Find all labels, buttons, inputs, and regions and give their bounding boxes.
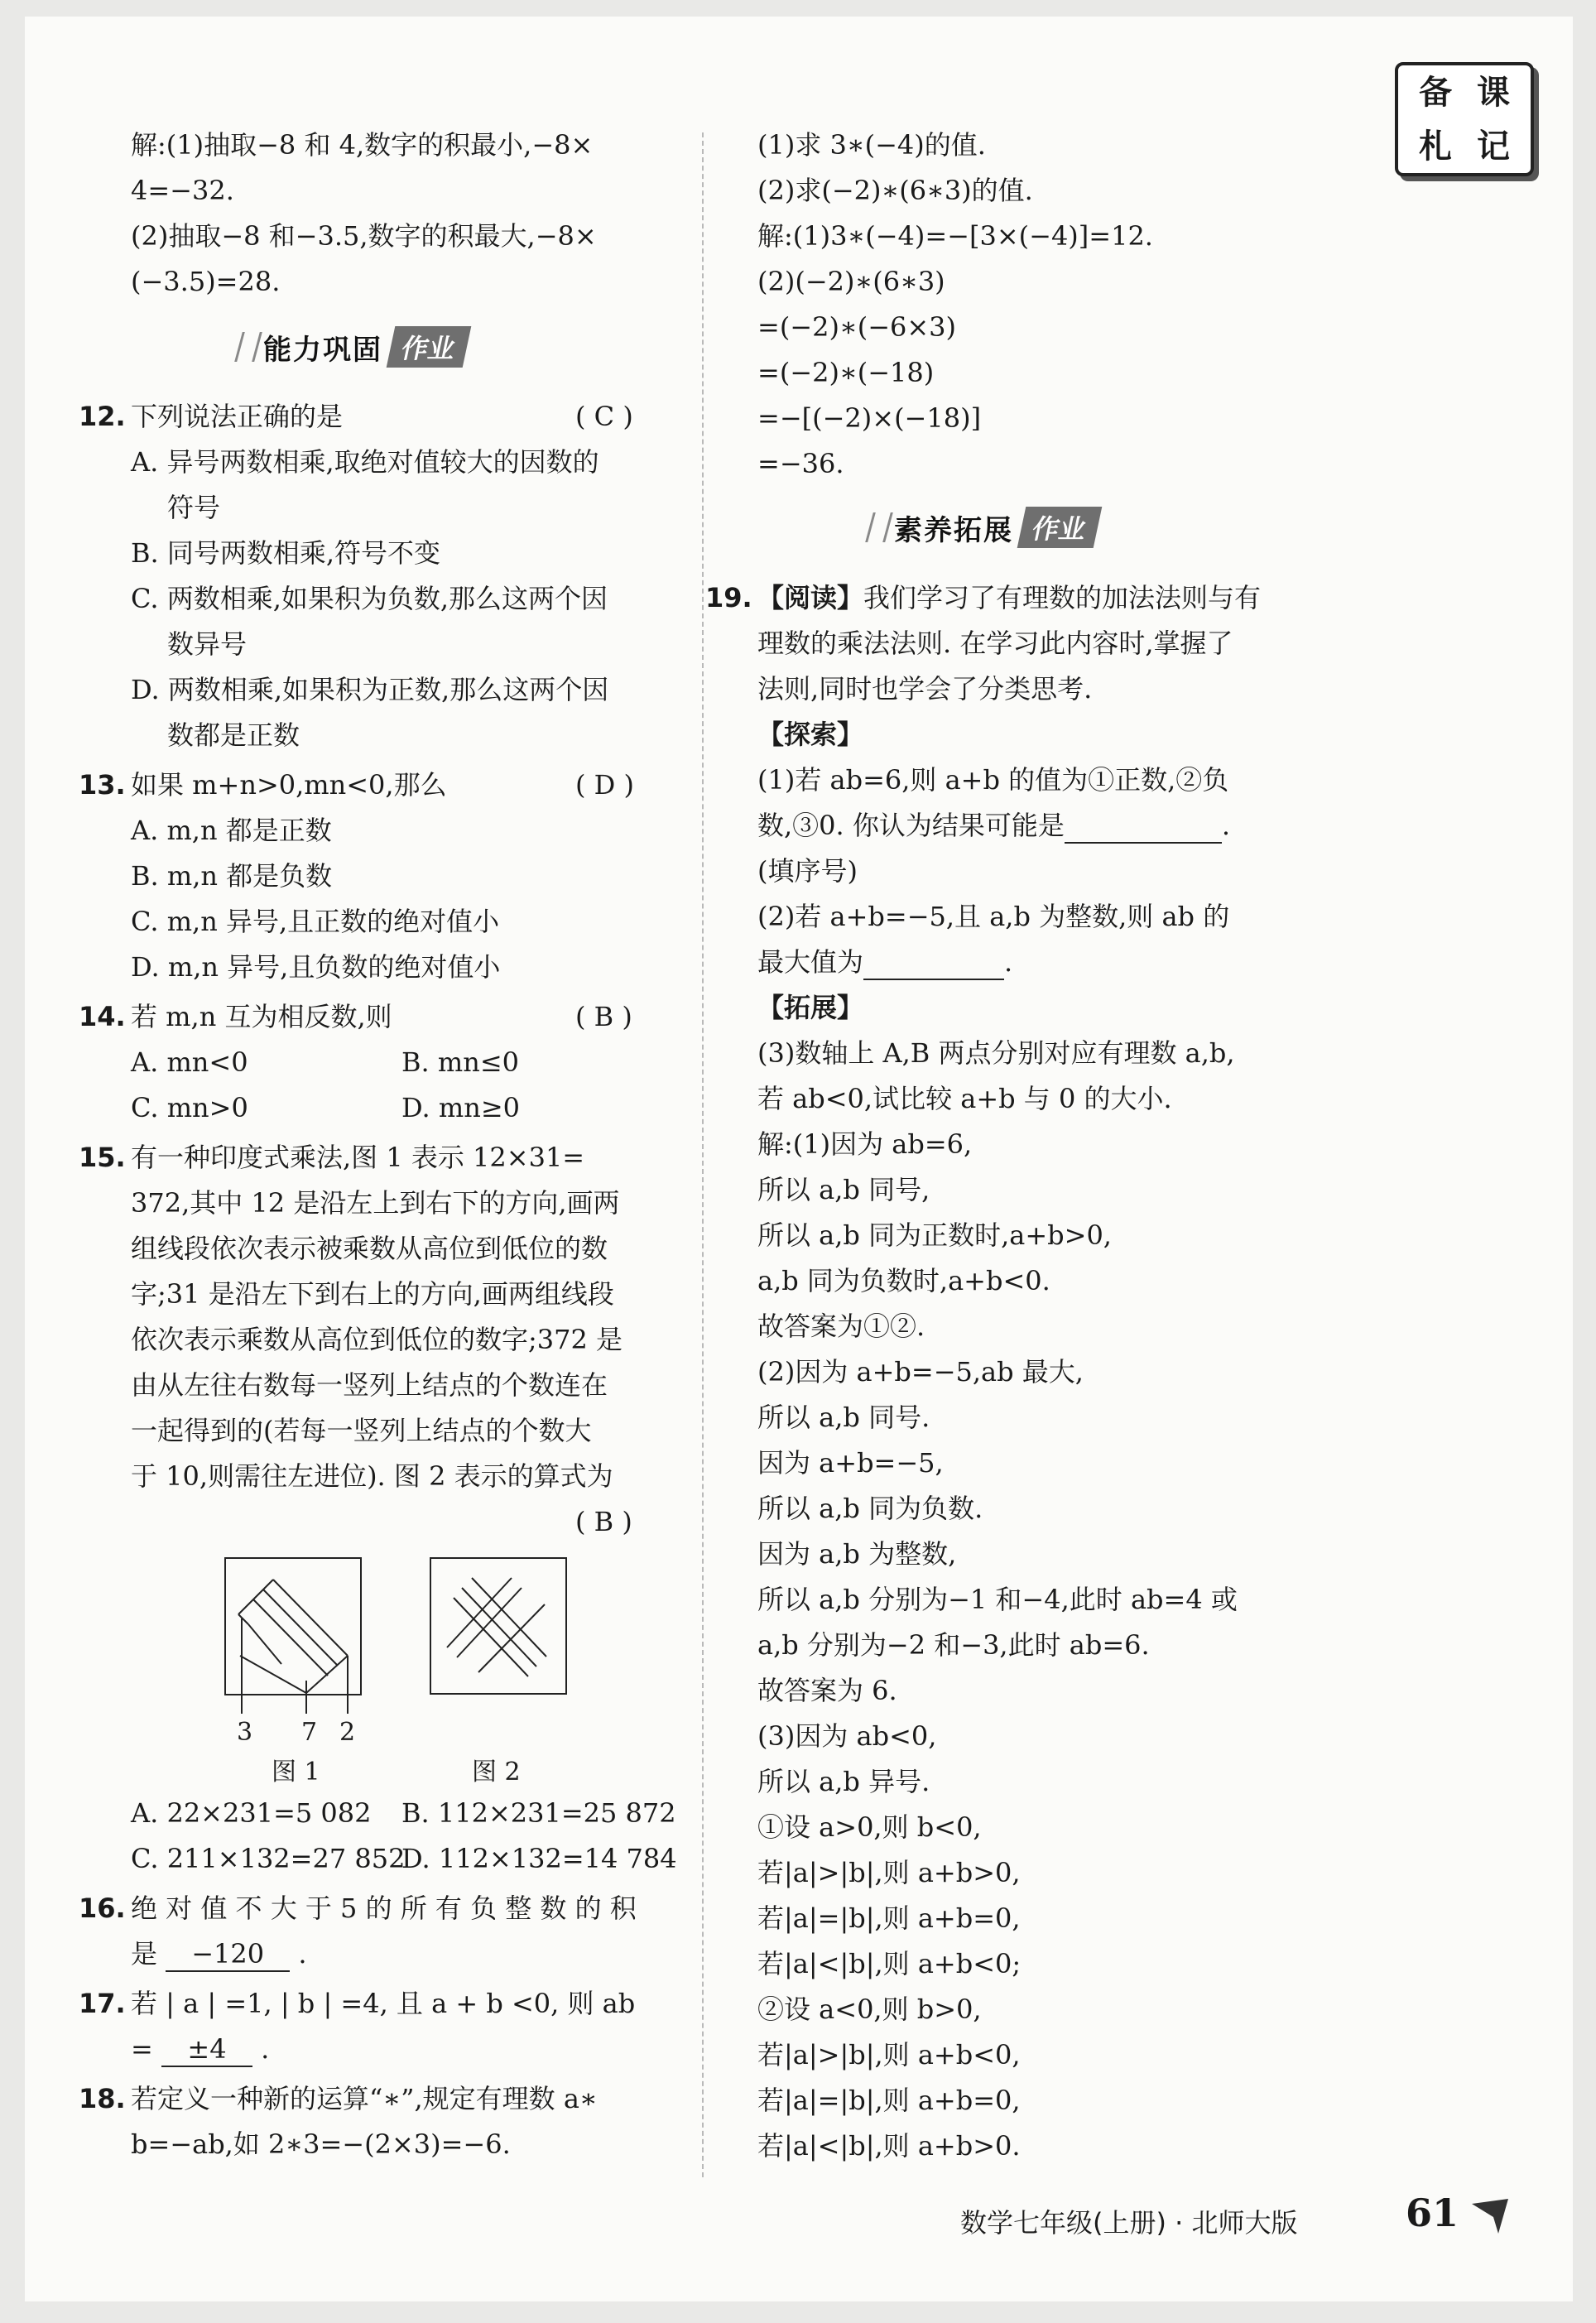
logo-char: 札 bbox=[1419, 127, 1452, 166]
question-number: 17. bbox=[79, 1988, 126, 2019]
option: 符号 bbox=[167, 492, 221, 523]
question-text: (1)求 3∗(−4)的值. bbox=[757, 129, 986, 161]
figure-1-diagram bbox=[224, 1556, 364, 1739]
fill-line bbox=[131, 2032, 269, 2067]
question-text: 若定义一种新的运算“∗”,规定有理数 a∗ bbox=[131, 2083, 598, 2114]
option: A. mn<0 bbox=[131, 1046, 248, 1078]
question-text: 法则,同时也学会了分类思考. bbox=[757, 673, 1093, 705]
answer-choice: ( B ) bbox=[575, 1001, 632, 1032]
section-title: 能力巩固 bbox=[263, 333, 382, 367]
solution-line: 所以 a,b 异号. bbox=[757, 1766, 930, 1797]
option: C. 211×132=27 852 bbox=[131, 1843, 406, 1874]
option: C. mn>0 bbox=[131, 1092, 248, 1123]
logo-char: 记 bbox=[1477, 127, 1510, 166]
solution-line: 若|a|=|b|,则 a+b=0, bbox=[757, 2085, 1021, 2116]
read-tag: 【阅读】 bbox=[757, 582, 864, 613]
question-number: 13. bbox=[79, 769, 126, 801]
question-number: 19. bbox=[705, 582, 752, 613]
question-text: b=−ab,如 2∗3=−(2×3)=−6. bbox=[131, 2128, 511, 2160]
figure-1-digit: 7 bbox=[301, 1718, 318, 1747]
question-stem: 若 m,n 互为相反数,则 bbox=[131, 1001, 392, 1032]
solution-line: 解:(1)抽取−8 和 4,数字的积最小,−8× bbox=[131, 129, 594, 161]
fill-suffix: . bbox=[261, 2033, 270, 2065]
question-text bbox=[757, 581, 1261, 614]
question-text: 理数的乘法法则. 在学习此内容时,掌握了 bbox=[757, 628, 1233, 659]
fill-prefix: = bbox=[131, 2033, 153, 2065]
solution-line: 所以 a,b 同号. bbox=[757, 1402, 930, 1433]
solution-line: 解:(1)3∗(−4)=−[3×(−4)]=12. bbox=[757, 220, 1153, 252]
question-number: 14. bbox=[79, 1001, 126, 1032]
solution-line: a,b 同为负数时,a+b<0. bbox=[757, 1265, 1050, 1296]
question-text: 一起得到的(若每一竖列上结点的个数大 bbox=[131, 1415, 592, 1446]
option: A. 22×231=5 082 bbox=[131, 1797, 372, 1829]
option: B. m,n 都是负数 bbox=[131, 860, 333, 892]
solution-line: 若|a|<|b|,则 a+b>0. bbox=[757, 2130, 1021, 2162]
logo-char: 备 bbox=[1419, 73, 1452, 112]
solution-line: 故答案为 6. bbox=[757, 1675, 897, 1706]
question-text: 有一种印度式乘法,图 1 表示 12×31= bbox=[131, 1142, 585, 1173]
question-text: (2)求(−2)∗(6∗3)的值. bbox=[757, 175, 1033, 206]
fill-line: 数,③0. 你认为结果可能是 . bbox=[757, 809, 1230, 844]
question-stem: 下列说法正确的是 bbox=[131, 401, 344, 432]
solution-line: 4=−32. bbox=[131, 175, 234, 206]
solution-line: 所以 a,b 同为负数. bbox=[757, 1493, 983, 1524]
option: C. 两数相乘,如果积为负数,那么这两个因 bbox=[131, 583, 608, 614]
answer-choice: ( B ) bbox=[575, 1506, 632, 1537]
question-text: 字;31 是沿左下到右上的方向,画两组线段 bbox=[131, 1278, 614, 1310]
option: B. mn≤0 bbox=[401, 1046, 519, 1078]
solution-line: (2)抽取−8 和−3.5,数字的积最大,−8× bbox=[131, 220, 597, 252]
solution-line: a,b 分别为−2 和−3,此时 ab=6. bbox=[757, 1629, 1150, 1661]
heading-decoration bbox=[234, 332, 262, 362]
solution-line: ②设 a<0,则 b>0, bbox=[757, 1994, 982, 2025]
question-text: 若 ab<0,试比较 a+b 与 0 的大小. bbox=[757, 1083, 1172, 1114]
solution-line: 因为 a,b 为整数, bbox=[757, 1538, 957, 1570]
footer-book-title: 数学七年级(上册) · 北师大版 bbox=[960, 2207, 1298, 2239]
answer-choice: ( C ) bbox=[575, 401, 633, 432]
question-number: 16. bbox=[79, 1893, 126, 1924]
solution-line: 若|a|<|b|,则 a+b<0; bbox=[757, 1948, 1022, 1979]
solution-line: 若|a|>|b|,则 a+b<0, bbox=[757, 2039, 1021, 2070]
fill-line: 最大值为 . bbox=[757, 945, 1012, 980]
page bbox=[25, 17, 1573, 2301]
question-text: 若 | a | =1, | b | =4, 且 a + b <0, 则 ab bbox=[131, 1988, 636, 2019]
solution-line: =(−2)∗(−6×3) bbox=[757, 311, 957, 343]
fill-blank-answer: −120 bbox=[166, 1937, 290, 1972]
option: C. m,n 异号,且正数的绝对值小 bbox=[131, 906, 500, 937]
explore-tag: 【探索】 bbox=[757, 719, 864, 750]
section-heading-ability bbox=[238, 325, 467, 369]
solution-line: ①设 a>0,则 b<0, bbox=[757, 1811, 982, 1843]
solution-line: =(−2)∗(−18) bbox=[757, 357, 935, 388]
question-text: 由从左往右数每一竖列上结点的个数连在 bbox=[131, 1369, 608, 1401]
option: A. m,n 都是正数 bbox=[131, 815, 332, 846]
fill-suffix: . bbox=[298, 1938, 307, 1970]
column-divider bbox=[702, 132, 704, 2177]
solution-line: (2)(−2)∗(6∗3) bbox=[757, 266, 945, 297]
solution-line: (−3.5)=28. bbox=[131, 266, 281, 297]
fill-prefix: 是 bbox=[131, 1938, 158, 1970]
figure-1-digit: 3 bbox=[237, 1718, 253, 1747]
read-text: 我们学习了有理数的加法法则与有 bbox=[863, 582, 1262, 613]
question-text: 数,③0. 你认为结果可能是 bbox=[757, 810, 1065, 841]
option: A. 异号两数相乘,取绝对值较大的因数的 bbox=[131, 446, 599, 478]
lesson-notes-logo bbox=[1395, 62, 1534, 176]
question-stem: 如果 m+n>0,mn<0,那么 bbox=[131, 769, 447, 801]
logo-char: 课 bbox=[1477, 73, 1510, 112]
solution-line: 所以 a,b 分别为−1 和−4,此时 ab=4 或 bbox=[757, 1584, 1238, 1615]
question-number: 18. bbox=[79, 2083, 126, 2114]
question-text: 372,其中 12 是沿左上到右下的方向,画两 bbox=[131, 1187, 620, 1219]
question-text: 绝 对 值 不 大 于 5 的 所 有 负 整 数 的 积 bbox=[131, 1893, 637, 1924]
solution-line: =−36. bbox=[757, 448, 844, 479]
section-title: 素养拓展 bbox=[894, 513, 1013, 547]
fill-line bbox=[131, 1937, 307, 1972]
solution-line: 若|a|>|b|,则 a+b>0, bbox=[757, 1857, 1021, 1888]
question-text: (1)若 ab=6,则 a+b 的值为①正数,②负 bbox=[757, 764, 1229, 796]
solution-line: 因为 a+b=−5, bbox=[757, 1447, 944, 1479]
solution-line: =−[(−2)×(−18)] bbox=[757, 402, 982, 434]
option: D. 112×132=14 784 bbox=[401, 1843, 677, 1874]
option: D. m,n 异号,且负数的绝对值小 bbox=[131, 951, 501, 983]
solution-line: 所以 a,b 同为正数时,a+b>0, bbox=[757, 1219, 1112, 1251]
section-tag: 作业 bbox=[387, 326, 472, 368]
option: B. 同号两数相乘,符号不变 bbox=[131, 537, 441, 569]
question-text: (3)数轴上 A,B 两点分别对应有理数 a,b, bbox=[757, 1037, 1235, 1069]
solution-line: (2)因为 a+b=−5,ab 最大, bbox=[757, 1356, 1084, 1388]
question-text: (填序号) bbox=[757, 855, 858, 887]
solution-line: 若|a|=|b|,则 a+b=0, bbox=[757, 1902, 1021, 1934]
solution-line: 解:(1)因为 ab=6, bbox=[757, 1128, 973, 1160]
option: D. 两数相乘,如果积为正数,那么这两个因 bbox=[131, 674, 609, 705]
solution-line: 故答案为①②. bbox=[757, 1311, 925, 1342]
question-number: 15. bbox=[79, 1142, 126, 1173]
solution-line: 所以 a,b 同号, bbox=[757, 1174, 930, 1205]
question-text: 于 10,则需往左进位). 图 2 表示的算式为 bbox=[131, 1460, 613, 1492]
figure-2-diagram bbox=[429, 1556, 570, 1697]
question-text: 依次表示乘数从高位到低位的数字;372 是 bbox=[131, 1324, 623, 1355]
question-text: 组线段依次表示被乘数从高位到低位的数 bbox=[131, 1233, 608, 1264]
section-heading-extension bbox=[869, 505, 1098, 550]
fill-blank-answer: ±4 bbox=[161, 2032, 252, 2067]
section-tag: 作业 bbox=[1017, 507, 1103, 548]
figure-2-caption: 图 2 bbox=[472, 1758, 521, 1787]
option: 数异号 bbox=[167, 628, 248, 660]
heading-decoration bbox=[865, 512, 893, 542]
option: 数都是正数 bbox=[167, 719, 300, 751]
option: D. mn≥0 bbox=[401, 1092, 520, 1123]
figure-1-caption: 图 1 bbox=[272, 1758, 320, 1787]
corner-arrow-icon bbox=[1465, 2192, 1515, 2242]
answer-choice: ( D ) bbox=[575, 769, 634, 801]
question-number: 12. bbox=[79, 401, 126, 432]
question-text: (2)若 a+b=−5,且 a,b 为整数,则 ab 的 bbox=[757, 901, 1230, 932]
extend-tag: 【拓展】 bbox=[757, 992, 864, 1023]
option: B. 112×231=25 872 bbox=[401, 1797, 676, 1829]
figure-1-digit: 2 bbox=[339, 1718, 356, 1747]
question-text: 最大值为 bbox=[757, 946, 864, 978]
solution-line: (3)因为 ab<0, bbox=[757, 1720, 937, 1752]
page-number: 61 bbox=[1406, 2191, 1459, 2235]
